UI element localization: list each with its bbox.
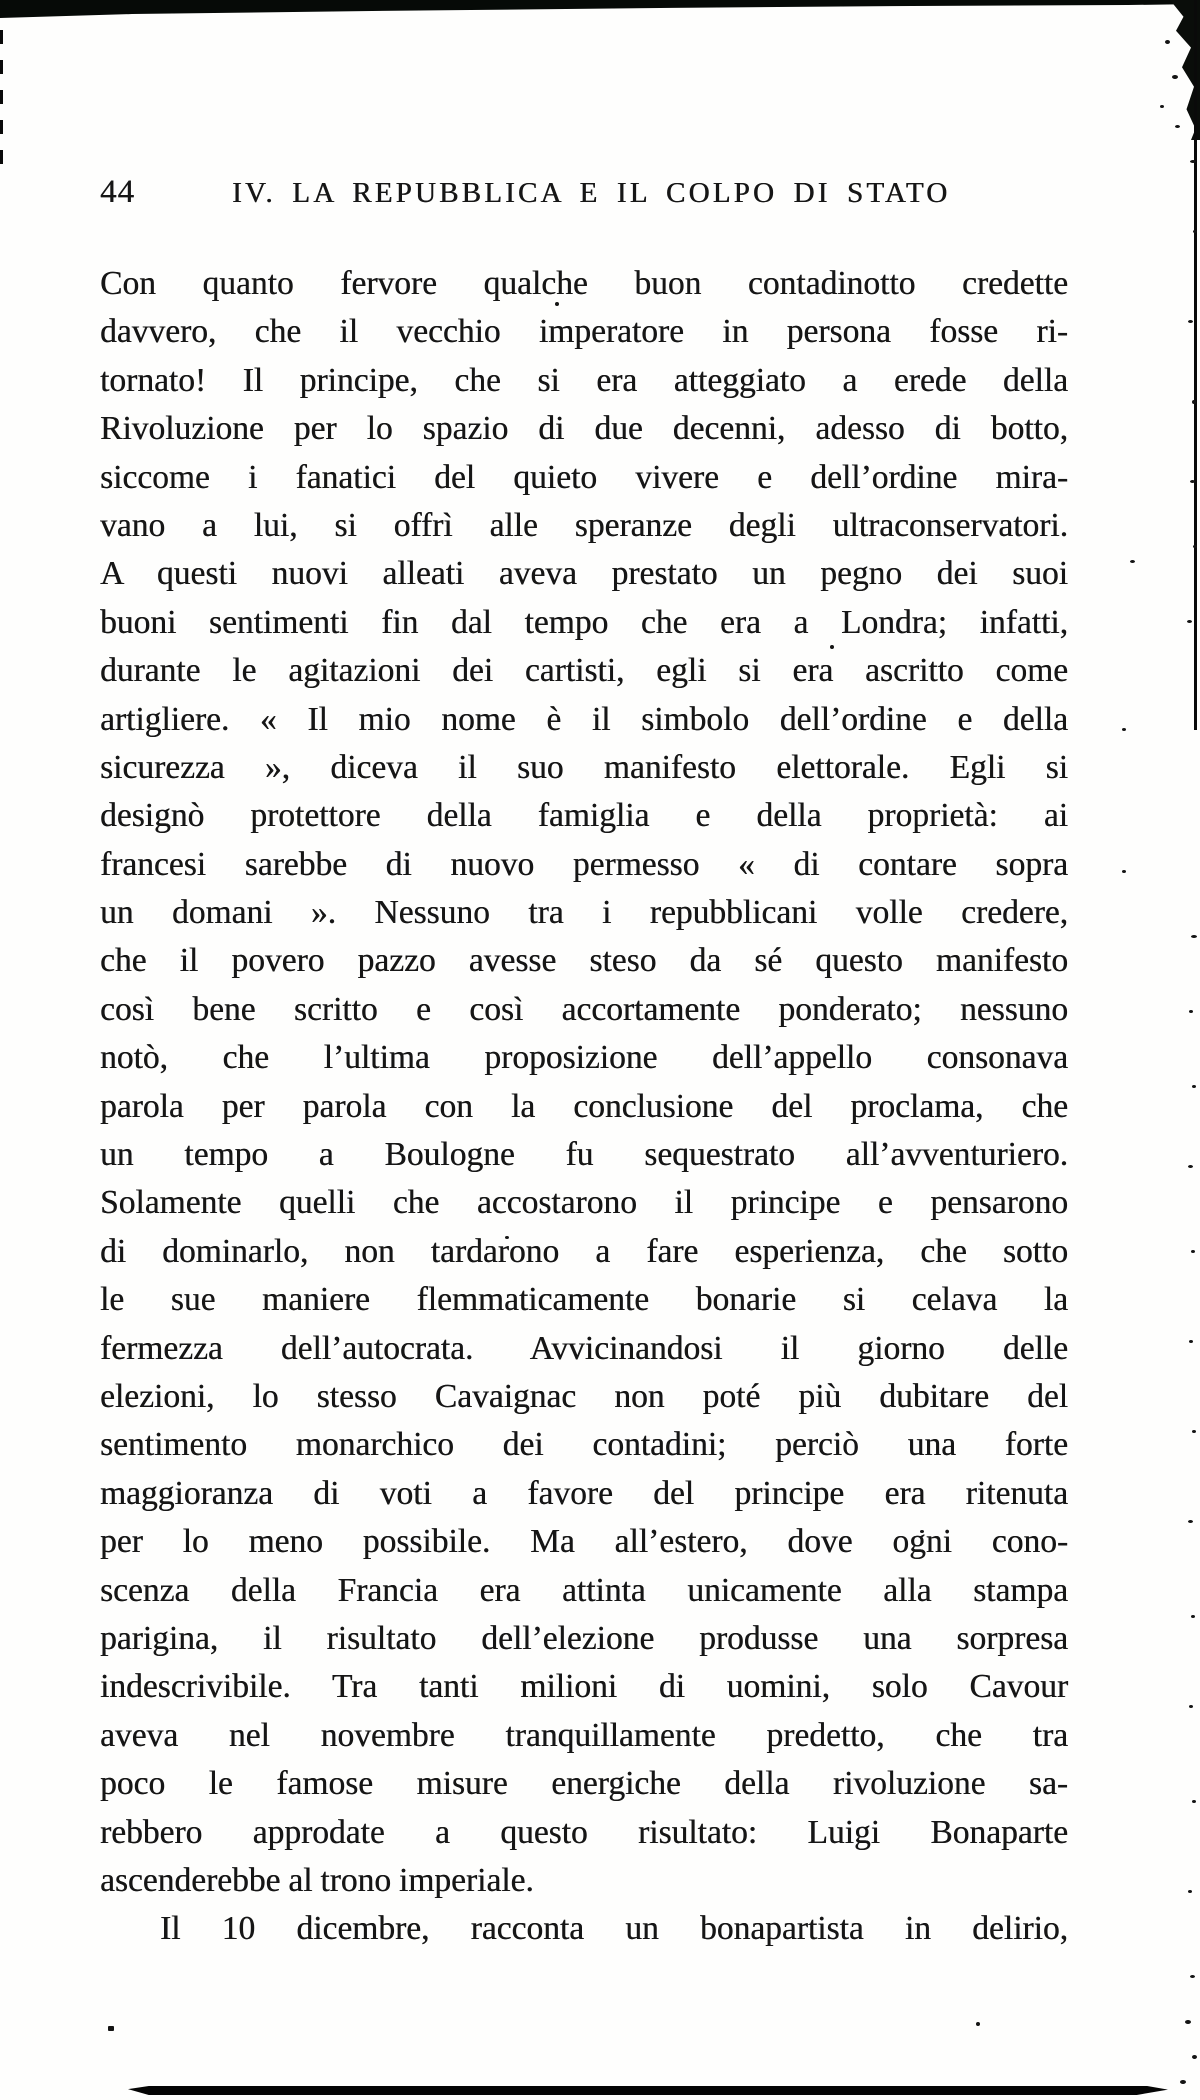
scan-speck <box>1192 1800 1196 1803</box>
running-head <box>100 172 1110 216</box>
scan-speck <box>1122 728 1126 731</box>
text-line: indescrivibile. Tra tanti milioni di uomini, solo Cavour <box>100 1668 1068 1706</box>
text-line: ascenderebbe al trono imperiale. <box>100 1861 534 1899</box>
text-line: così bene scritto e così accortamente ponderato; nessuno <box>100 990 1068 1028</box>
text-line: designò protettore della famiglia e della proprietà: ai <box>100 797 1068 835</box>
scan-speck <box>1192 400 1196 404</box>
scan-artifact-right-edge-line <box>1194 0 1197 730</box>
body-text <box>100 260 1068 1954</box>
text-line: le sue maniere flemmaticamente bonarie si celava la <box>100 1281 1068 1319</box>
scan-speck <box>1188 1890 1192 1893</box>
text-line: parola per parola con la conclusione del proclama, che <box>100 1087 1068 1125</box>
text-line: tornato! Il principe, che si era atteggiato a erede della <box>100 361 1068 399</box>
text-line: scenza della Francia era attinta unicamente alla stampa <box>100 1571 1068 1609</box>
scan-speck <box>108 2026 114 2031</box>
scan-artifact-right-edge-dashes <box>0 0 3 180</box>
text-line: artigliere. « Il mio nome è il simbolo dell’ordine e della <box>100 700 1068 738</box>
text-line: rebbero approdate a questo risultato: Luigi Bonaparte <box>100 1813 1068 1851</box>
scan-speck <box>1189 1340 1193 1343</box>
scan-speck <box>1191 1250 1195 1253</box>
text-line: Il 10 dicembre, racconta un bonapartista in delirio, <box>160 1910 1068 1948</box>
text-line: sentimento monarchico dei contadini; perciò una forte <box>100 1426 1068 1464</box>
scan-speck <box>1175 125 1180 128</box>
scan-speck <box>1191 935 1197 938</box>
scan-speck <box>1192 1430 1196 1433</box>
scan-speck <box>1188 1165 1193 1168</box>
chapter-title: IV. LA REPUBBLICA E IL COLPO DI STATO <box>232 177 951 209</box>
scan-speck <box>1191 1615 1195 1618</box>
text-line: vano a lui, si offrì alle speranze degli ultraconservatori. <box>100 506 1068 544</box>
text-line: che il povero pazzo avesse steso da sé questo manifesto <box>100 942 1068 980</box>
scan-speck <box>1189 1010 1193 1013</box>
scan-speck <box>1188 320 1193 323</box>
scan-artifact-top-edge <box>0 0 1200 18</box>
scan-speck <box>1160 105 1164 108</box>
scan-speck <box>1190 1975 1195 1978</box>
scan-speck <box>1193 545 1197 548</box>
text-line: fermezza dell’autocrata. Avvicinandosi il giorno delle <box>100 1329 1068 1367</box>
scan-speck <box>1187 620 1192 623</box>
scan-speck <box>1165 40 1170 44</box>
scan-speck <box>1192 1085 1196 1088</box>
text-line: buoni sentimenti fin dal tempo che era a Londra; infatti, <box>100 603 1068 641</box>
scan-speck <box>1189 1705 1193 1708</box>
text-line: Rivoluzione per lo spazio di due decenni, adesso di botto, <box>100 410 1068 448</box>
scan-speck <box>1122 870 1126 873</box>
text-line: parigina, il risultato dell’elezione produsse una sorpresa <box>100 1619 1068 1657</box>
scan-speck <box>1193 230 1197 233</box>
text-line: durante le agitazioni dei cartisti, egli si era ascritto come <box>100 652 1068 690</box>
scan-speck <box>1192 2055 1197 2059</box>
text-line: aveva nel novembre tranquillamente predetto, che tra <box>100 1716 1068 1754</box>
scan-speck <box>1130 560 1135 563</box>
text-line: siccome i fanatici del quieto vivere e dell’ordine mira- <box>100 458 1068 496</box>
scan-speck <box>1188 1520 1193 1523</box>
text-line: notò, che l’ultima proposizione dell’appello consonava <box>100 1039 1068 1077</box>
text-line: elezioni, lo stesso Cavaignac non poté più dubitare del <box>100 1377 1068 1415</box>
text-line: francesi sarebbe di nuovo permesso « di contare sopra <box>100 845 1068 883</box>
scan-speck <box>1190 480 1195 483</box>
text-line: un domani ». Nessuno tra i repubblicani volle credere, <box>100 894 1068 932</box>
page-number: 44 <box>100 174 135 210</box>
text-line: per lo meno possibile. Ma all’estero, dove ogni cono- <box>100 1523 1068 1561</box>
scan-speck <box>1180 2080 1186 2084</box>
text-line: maggioranza di voti a favore del principe era ritenuta <box>100 1474 1068 1512</box>
text-line: un tempo a Boulogne fu sequestrato all’avventuriero. <box>100 1136 1068 1174</box>
scan-artifact-bottom-edge <box>128 2086 1168 2095</box>
text-line: sicurezza », diceva il suo manifesto elettorale. Egli si <box>100 748 1068 786</box>
text-line: Solamente quelli che accostarono il principe e pensarono <box>100 1184 1068 1222</box>
text-line: Con quanto fervore qualche buon contadinotto credette <box>100 265 1068 302</box>
scan-speck <box>1185 2020 1191 2024</box>
text-line: A questi nuovi alleati aveva prestato un pegno dei suoi <box>100 555 1068 593</box>
scan-speck <box>1190 160 1196 163</box>
text-line: davvero, che il vecchio imperatore in persona fosse ri- <box>100 313 1068 351</box>
text-line: di dominarlo, non tardarono a fare esperienza, che sotto <box>100 1232 1068 1270</box>
scan-speck <box>976 2022 980 2026</box>
scan-speck <box>1172 75 1178 79</box>
text-line: poco le famose misure energiche della rivoluzione sa- <box>100 1765 1068 1803</box>
